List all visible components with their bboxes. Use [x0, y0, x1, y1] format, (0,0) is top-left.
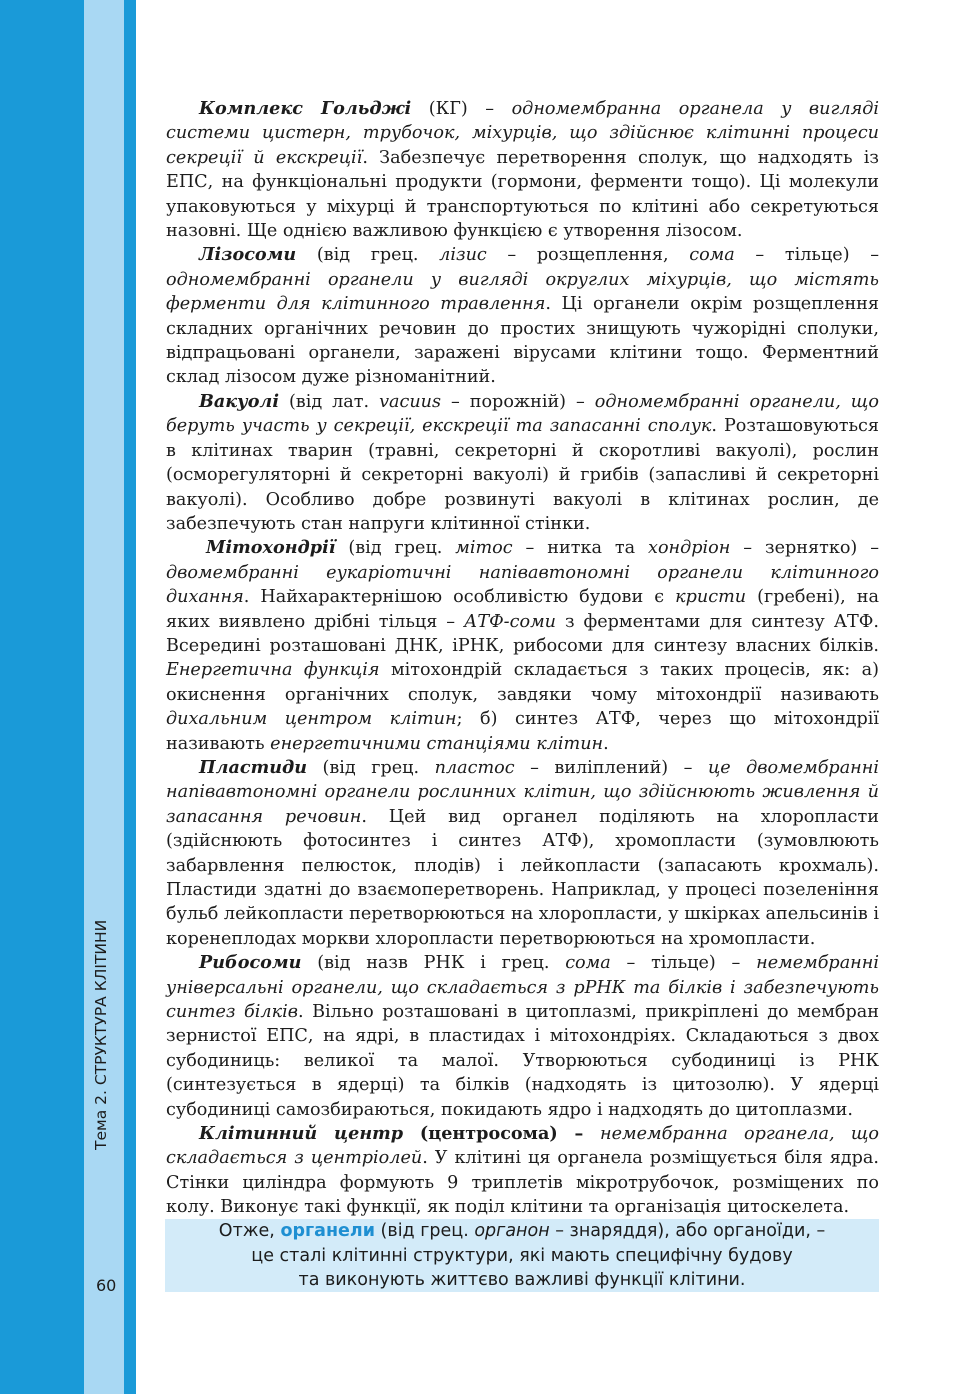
- text: ) –: [549, 1123, 601, 1145]
- text: ; б) синтез АТФ, через що мітохондрії називають: [166, 709, 879, 754]
- text: (: [403, 1123, 429, 1145]
- text: (від грец.: [307, 757, 435, 778]
- paragraph-centrosome: [166, 1122, 879, 1220]
- definition-centrosome: немембранна органела, що складається з центріолей: [166, 1124, 880, 1169]
- term-lysosomes: Лізосоми: [199, 244, 297, 266]
- paragraph-lysosomes: [166, 243, 879, 389]
- text: – тільце) –: [610, 953, 757, 974]
- summary-keyword: органели: [280, 1221, 375, 1241]
- text: (гребені), на яких виявлено дрібні тільця –: [166, 587, 879, 632]
- text: Отже,: [218, 1221, 281, 1241]
- summary-line-3: та виконують життєво важливі функції клітини.: [298, 1270, 746, 1290]
- term-vacuoles: Вакуолі: [199, 390, 279, 412]
- text: . Розташовуються в клітинах тварин (травні, секреторні й скоротливі вакуолі), рослин (осморегуляторні й секреторні вакуолі) й грибів (запасливі й секреторні вакуолі). Особливо добре розвинуті вакуолі в клітинах рослин, де забезпечують стан напруги клітинної стінки.: [166, 416, 879, 534]
- etymology-word: хондріон: [648, 538, 731, 559]
- summary-box: [165, 1219, 879, 1292]
- text: – нитка та: [512, 538, 649, 559]
- text: (від грец.: [296, 245, 440, 266]
- page-number: 60: [96, 1276, 117, 1295]
- text: . Ці органели окрім розщеплення складних органічних речовин до простих знищують чужорідні сполуки, відпрацьовані органели, заражені вірусами клітини тощо. Ферментний склад лізосом дуже різноманітний.: [166, 294, 879, 388]
- text: – зернятко) –: [730, 538, 880, 559]
- term-golgi: Комплекс Гольджі: [199, 98, 412, 119]
- etymology-word: мітос: [455, 538, 513, 559]
- term-centrosome-alt: центросома: [428, 1123, 550, 1145]
- paragraph-ribosomes: [166, 951, 879, 1122]
- text: . Вільно розташовані в цитоплазмі, прикріплені до мембран зернистої ЕПС, на ядрі, в пластидах і мітохондріях. Складаються з двох субодиниць: великої та малої. Утворюються субодиниці із РНК (синтезується в ядерці) та білків (надходять із цитозолю). У ядерці субодиниці самозбираються, покидають ядро і надходять до цитоплазми.: [166, 1002, 880, 1120]
- etymology-word: сома: [565, 953, 611, 974]
- etymology-word: органон: [474, 1221, 550, 1241]
- emphasis-word: енергетичними станціями клітин: [270, 733, 604, 754]
- definition-mitochondria: двомембранні еукаріотичні напівавтономні органели клітинного дихання: [166, 562, 879, 608]
- definition-ribosomes: немембранні універсальні органели, що складається з рРНК та білків і забезпечують синтез білків: [166, 953, 879, 1023]
- text: – тільце) –: [734, 245, 879, 266]
- text: – розщеплення,: [486, 245, 690, 266]
- etymology-word: лізис: [439, 245, 487, 266]
- emphasis-word: кристи: [675, 587, 747, 608]
- etymology-word: vacuus: [379, 391, 442, 412]
- text: – порожній) –: [441, 391, 595, 412]
- definition-plastids: це двомембранні напівавтономні органели рослинних клітин, що здійснюють живлення й запасання речовин: [166, 757, 879, 827]
- text: .: [603, 733, 609, 754]
- text: (від грец.: [335, 538, 456, 559]
- text: . Цей вид органел поділяють на хлоропласти (здійснюють фотосинтез і синтез АТФ), хромопласти (зумовлюють забарвлення пелюсток, плодів) і лейкопласти (запасають крохмаль). Пластиди здатні до взаємоперетворень. Наприклад, у процесі позеленіння бульб лейкопласти перетворюються на хлоропласти, у шкірках апельсинів і коренеплодах моркви хлоропласти перетворюються на хромопласти.: [166, 806, 879, 949]
- text: – виліплений) –: [514, 757, 708, 778]
- text: мітохондрій складається з таких процесів, як: а) окиснення органічних сполук, завдяки чому мітохондрії називають: [166, 660, 879, 705]
- paragraph-golgi: [166, 97, 879, 243]
- term-centrosome: Клітинний центр: [199, 1123, 404, 1145]
- text: . Забезпечує перетворення сполук, що надходять із ЕПС, на функціональні продукти (гормони, ферменти тощо). Ці молекули упаковуються у міхурці й транспортуються по клітині або секретуються назовні. Ще однією важливою функцією є утворення лізосом.: [166, 147, 879, 242]
- text: . У клітині ця органела розміщується біля ядра. Стінки циліндра формують 9 триплетів мікротрубочок, розміщених по колу. Виконує такі функції, як поділ клітини та організація цитоскелета.: [166, 1148, 879, 1218]
- paragraph-vacuoles: [166, 390, 879, 536]
- margin-stripe-dark: [0, 0, 84, 1394]
- definition-vacuoles: одномембранні органели, що беруть участь у секреції, екскреції та запасанні сполук: [166, 391, 879, 437]
- paragraph-plastids: [166, 756, 879, 951]
- etymology-word: сома: [689, 245, 735, 266]
- term-plastids: Пластиди: [199, 756, 308, 778]
- text: (КГ) –: [411, 99, 512, 119]
- text: (від назв РНК і грец.: [301, 953, 566, 974]
- summary-line-1: [165, 1219, 879, 1244]
- margin-stripe-light: [84, 0, 124, 1394]
- etymology-word: пластос: [434, 757, 515, 778]
- term-ribosomes: Рибосоми: [199, 952, 302, 974]
- text: . Найхарактернішою особливістю будови є: [243, 587, 676, 608]
- emphasis-word: дихальним центром клітин: [166, 709, 457, 730]
- definition-lysosomes: одномембранні органели у вигляді округлих міхурців, що містять ферменти для клітинного травлення: [166, 269, 879, 315]
- text: – знаряддя), або органоїди, –: [549, 1221, 826, 1241]
- term-mitochondria: Мітохондрії: [206, 537, 336, 559]
- text: (від грец.: [374, 1221, 475, 1241]
- margin-stripe-edge: [124, 0, 136, 1394]
- summary-line-2: це сталі клітинні структури, які мають специфічну будову: [251, 1245, 793, 1266]
- emphasis-word: Енергетична функція: [166, 660, 380, 681]
- paragraph-mitochondria: [166, 536, 879, 756]
- emphasis-word: АТФ-соми: [464, 611, 556, 632]
- definition-golgi: одномембранна органела у вигляді системи цистерн, трубочок, міхурців, що здійснює клітинні процеси секреції й екскреції: [166, 99, 880, 168]
- text: з ферментами для синтезу АТФ. Всередині розташовані ДНК, іРНК, рибосоми для синтезу власних білків.: [166, 611, 879, 656]
- text: (від лат.: [279, 391, 380, 412]
- main-text: [166, 97, 879, 1220]
- chapter-side-title: Тема 2. СТРУКТУРА КЛІТИНИ: [92, 919, 110, 1150]
